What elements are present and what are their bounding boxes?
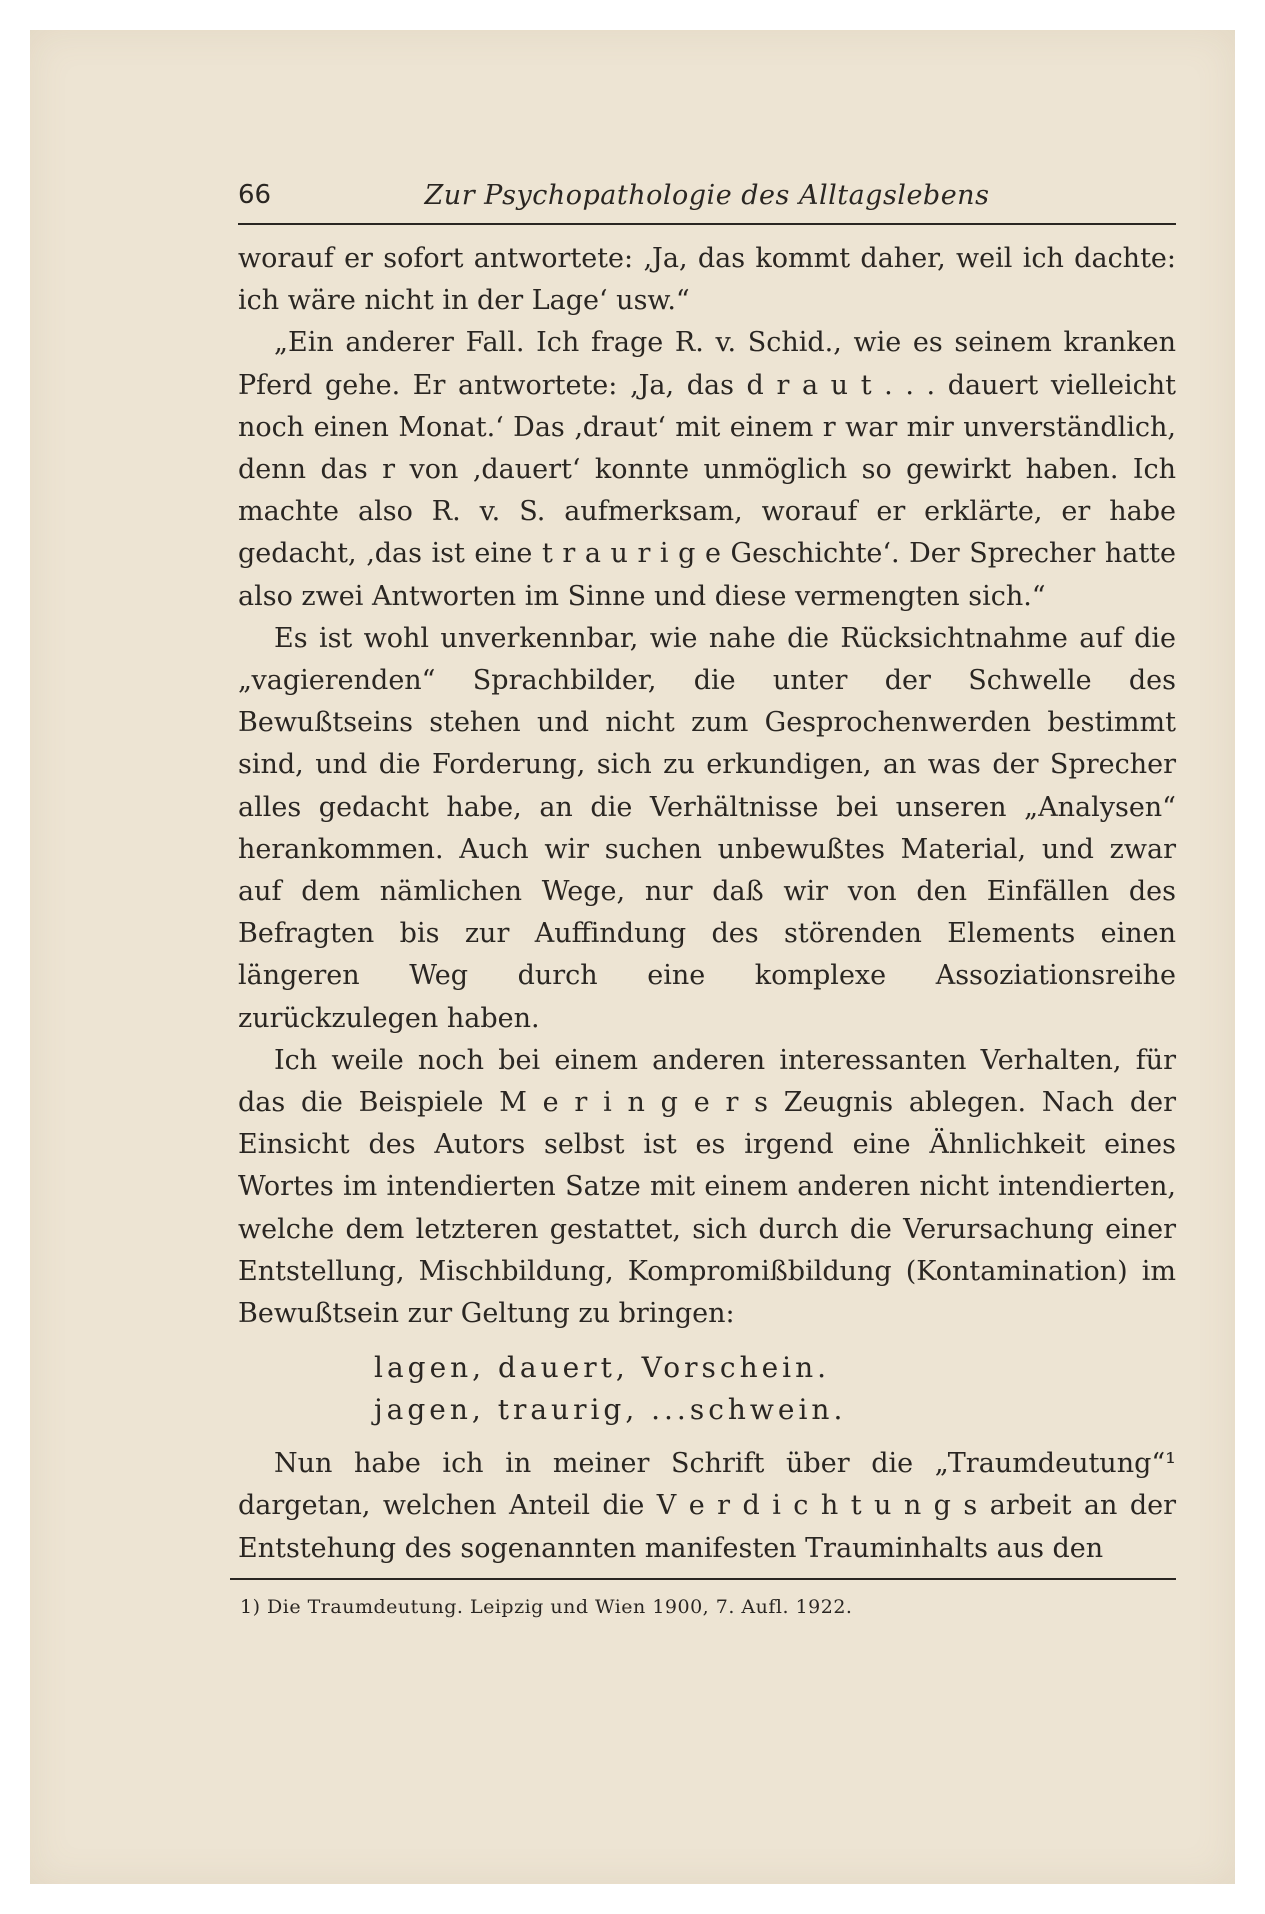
paragraph-2: „Ein anderer Fall. Ich frage R. v. Schid., wie es seinem kranken Pferd gehe. Er antwortete: ‚Ja, das d r a u t . . . dauert vielleicht noch einen Monat.‘ Das ‚draut‘ mit einem r war mir unverständlich, denn das r von ‚dauert‘ konnte unmöglich so gewirkt haben. Ich machte also R. v. S. aufmerksam, worauf er erklärte, er habe gedacht, ‚das ist eine t r a u r i g e Geschichte‘. Der Sprecher hatte also zwei Antworten im Sinne und diese vermengten sich.“ (238, 327, 1176, 612)
running-title: Zur Psychopathologie des Alltagslebens (424, 180, 990, 211)
word-comparison-verse (374, 1347, 1176, 1431)
verse-line-1: lagen, dauert, Vorschein. (374, 1351, 831, 1385)
page-header (238, 180, 1176, 220)
footnote: 1) Die Traumdeutung. Leipzig und Wien 1900, 7. Aufl. 1922. (240, 1596, 853, 1618)
page-number: 66 (238, 180, 272, 210)
paragraph-4: Ich weile noch bei einem anderen interessanten Verhalten, für das die Beispiele M e r i n g e r s Zeugnis ablegen. Nach der Einsicht des Autors selbst ist es irgend eine Ähnlichkeit eines Wortes im intendierten Satze mit einem anderen nicht intendierten, welche dem letzteren gestattet, sich durch die Verursachung einer Entstellung, Mischbildung, Kompromißbildung (Kontamination) im Bewußtsein zur Geltung zu bringen: (238, 1044, 1176, 1330)
verse-line-2: jagen, traurig, ...schwein. (374, 1393, 847, 1427)
footnote-rule (230, 1578, 1176, 1580)
body-text (238, 238, 1176, 1570)
paragraph-3: Es ist wohl unverkennbar, wie nahe die Rücksichtnahme auf die „vagierenden“ Sprachbilder, die unter der Schwelle des Bewußtseins stehen und nicht zum Gesprochenwerden bestimmt sind, und die Forderung, sich zu erkundigen, an was der Sprecher alles gedacht habe, an die Verhältnisse bei unseren „Analysen“ herankommen. Auch wir suchen unbewußtes Material, und zwar auf dem nämlichen Wege, nur daß wir von den Einfällen des Befragten bis zur Auffindung des störenden Elements einen längeren Weg durch eine komplexe Assoziationsreihe zurückzulegen haben. (238, 622, 1176, 1034)
paragraph-5: Nun habe ich in meiner Schrift über die „Traumdeutung“¹ dargetan, welchen Anteil die V e r d i c h t u n g s arbeit an der Entstehung des sogenannten manifesten Trauminhalts aus den (238, 1448, 1176, 1564)
paragraph-1: worauf er sofort antwortete: ‚Ja, das kommt daher, weil ich dachte: ich wäre nicht in der Lage‘ usw.“ (238, 243, 1176, 317)
header-rule (238, 223, 1176, 225)
